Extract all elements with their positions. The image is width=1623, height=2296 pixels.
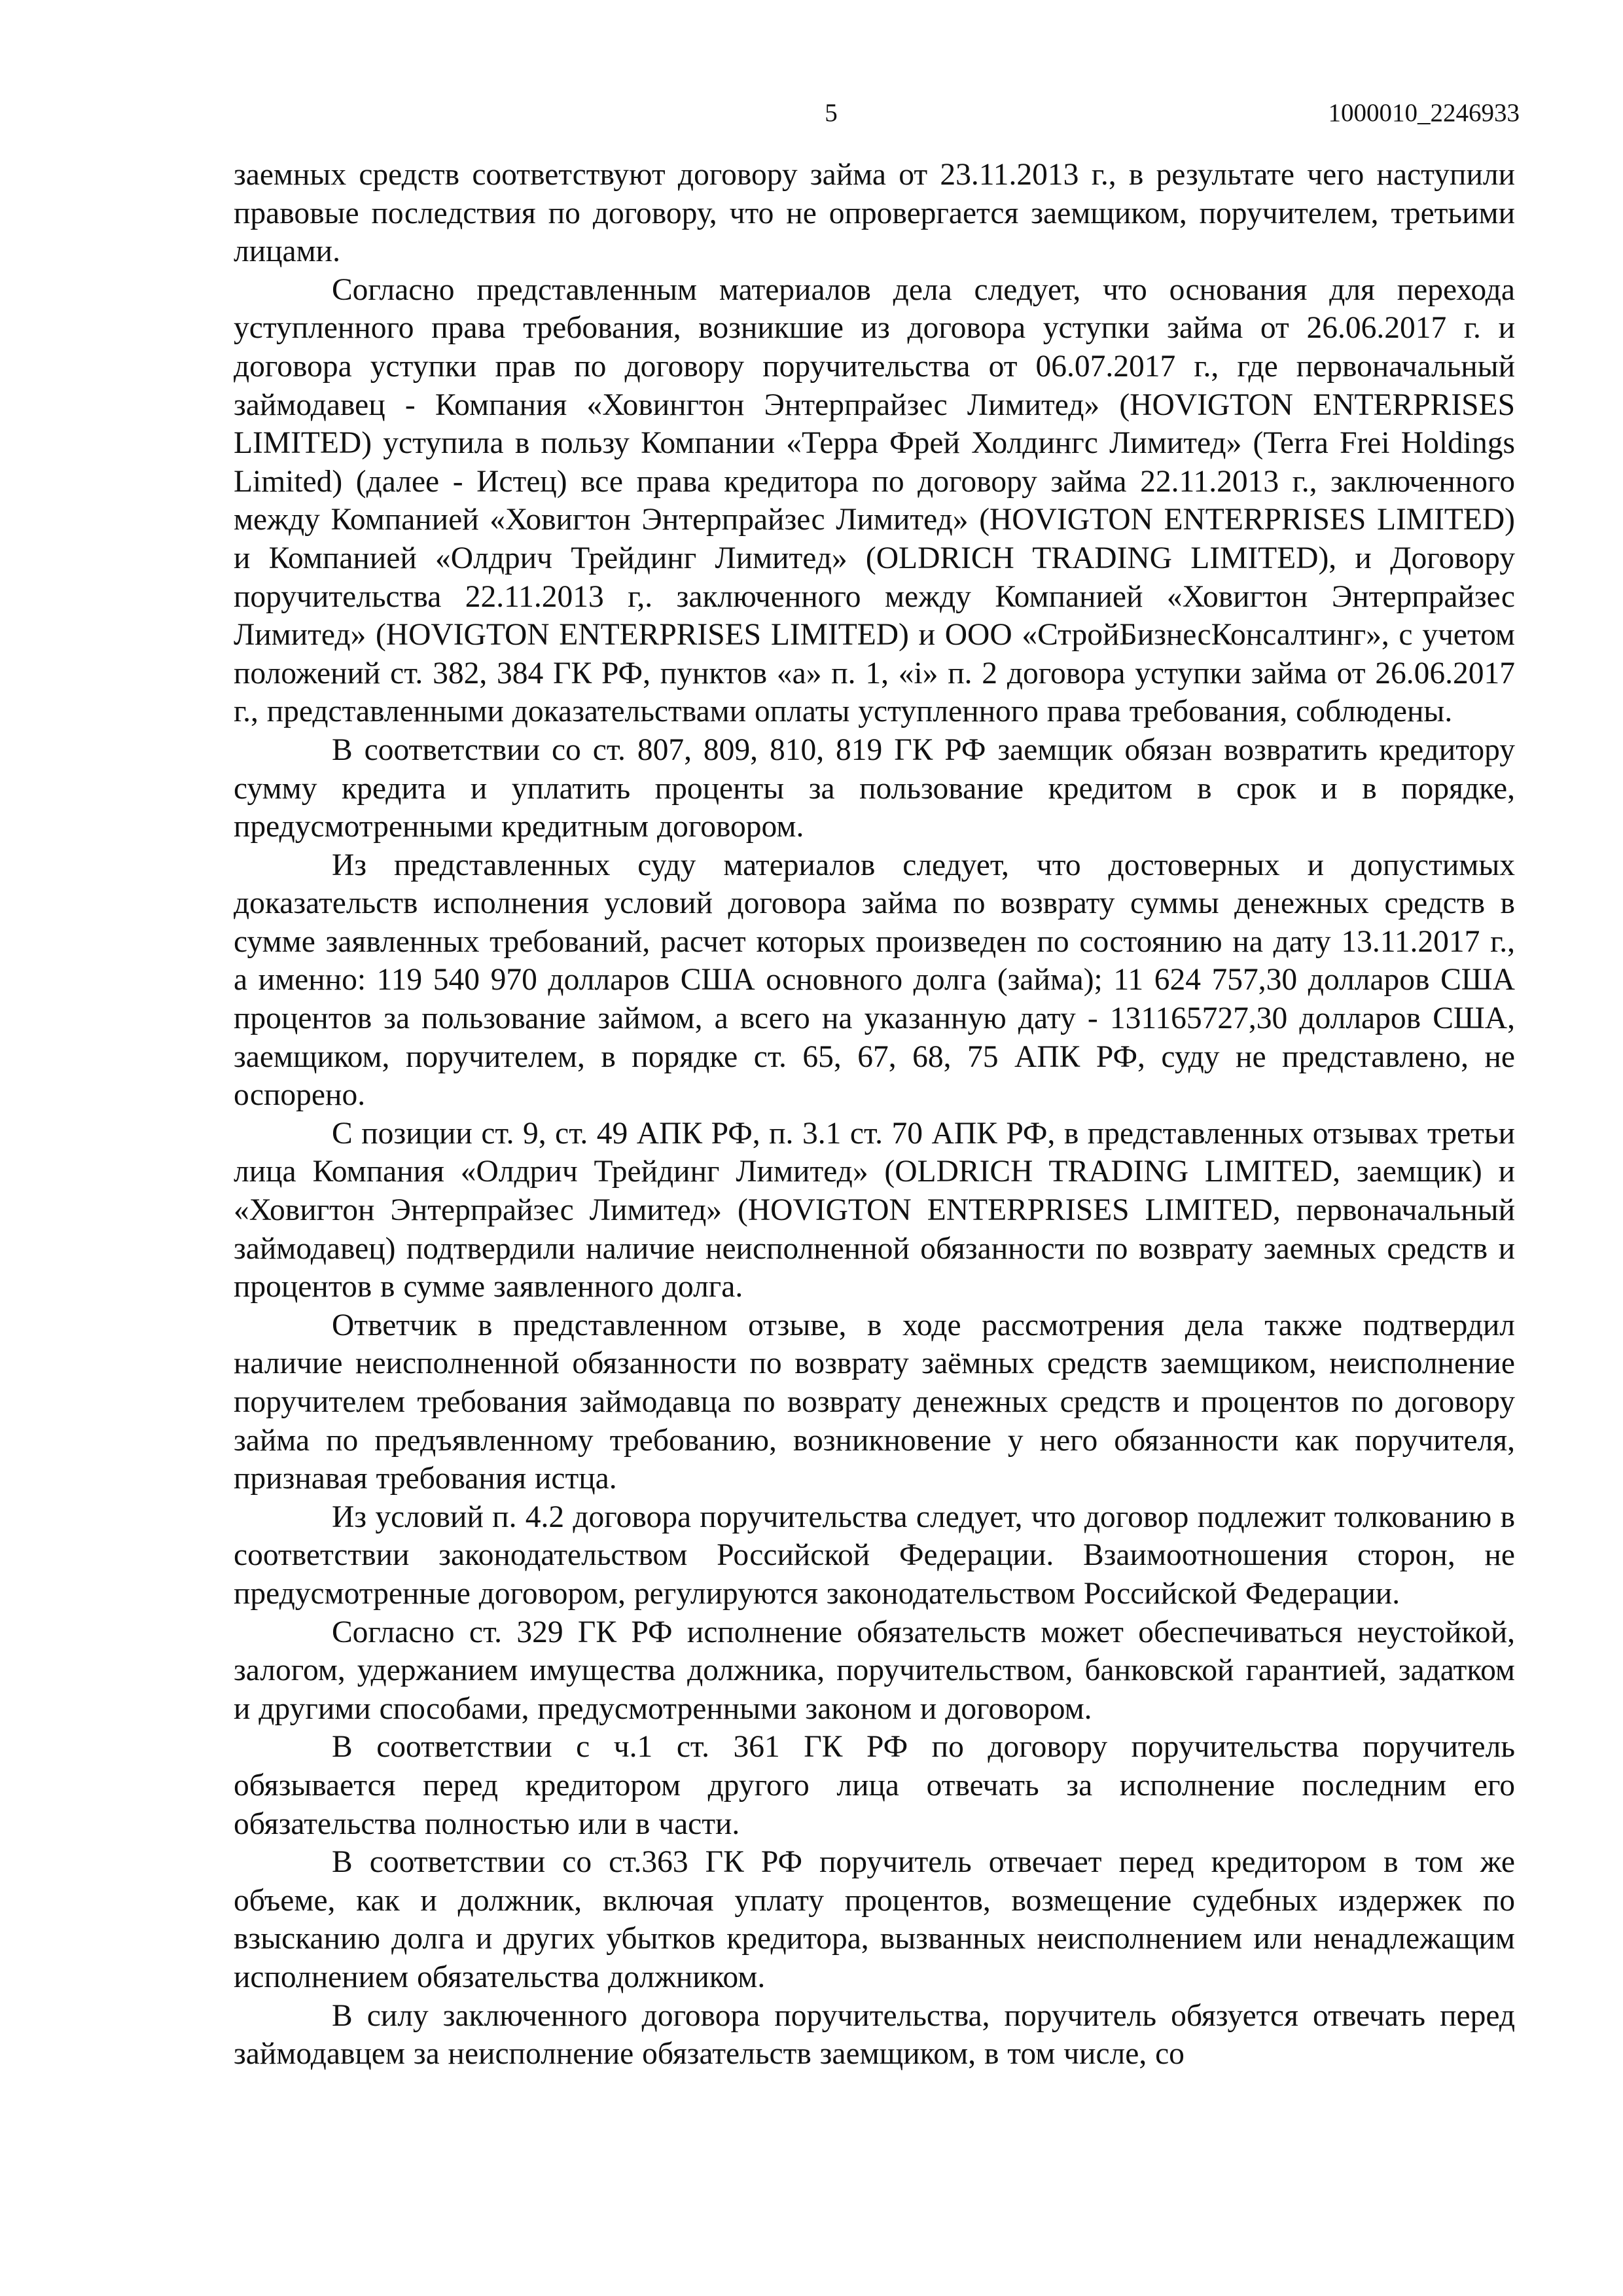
paragraph: В соответствии с ч.1 ст. 361 ГК РФ по договору поручительства поручитель обязывается перед кредитором другого лица отвечать за исполнение последним его обязательства полностью или в части. [234, 1730, 1515, 1841]
paragraph: заемных средств соответствуют договору займа от 23.11.2013 г., в результате чего наступили правовые последствия по договору, что не опровергается заемщиком, поручителем, третьими лицами. [234, 158, 1515, 269]
paragraph: Из представленных суду материалов следует, что достоверных и допустимых доказательств исполнения условий договора займа по возврату суммы денежных средств в сумме заявленных требований, расчет которых произведен по состоянию на дату 13.11.2017 г., а именно: 119 540 970 долларов США основного долга (займа); 11 624 757,30 долларов США процентов за пользование займом, а всего на указанную дату - 131165727,30 долларов США, заемщиком, поручителем, в порядке ст. 65, 67, 68, 75 АПК РФ, суду не представлено, не оспорено. [234, 848, 1515, 1113]
paragraph: В соответствии со ст.363 ГК РФ поручитель отвечает перед кредитором в том же объеме, как и должник, включая уплату процентов, возмещение судебных издержек по взысканию долга и других убытков кредитора, вызванных неисполнением или ненадлежащим исполнением обязательства должником. [234, 1845, 1515, 1994]
paragraph: Ответчик в представленном отзыве, в ходе рассмотрения дела также подтвердил наличие неисполненной обязанности по возврату заёмных средств заемщиком, неисполнение поручителем требования займодавца по возврату денежных средств и процентов по договору займа по предъявленному требованию, возникновение у него обязанности как поручителя, признавая требования истца. [234, 1308, 1515, 1496]
paragraph: Из условий п. 4.2 договора поручительства следует, что договор подлежит толкованию в соответствии законодательством Российской Федерации. Взаимоотношения сторон, не предусмотренные договором, регулируются законодательством Российской Федерации. [234, 1499, 1515, 1611]
paragraph: Согласно представленным материалов дела следует, что основания для перехода уступленного права требования, возникшие из договора уступки займа от 26.06.2017 г. и договора уступки прав по договору поручительства от 06.07.2017 г., где первоначальный займодавец - Компания «Ховингтон Энтерпрайзес Лимитед» (HOVIGTON ENTERPRISES LIMITED) уступила в пользу Компании «Терра Фрей Холдингс Лимитед» (Terra Frei Holdings Limited) (далее - Истец) все права кредитора по договору займа 22.11.2013 г., заключенного между Компанией «Ховигтон Энтерпрайзес Лимитед» (HOVIGTON ENTERPRISES LIMITED) и Компанией «Олдрич Трейдинг Лимитед» (OLDRICH TRADING LIMITED), и Договору поручительства 22.11.2013 г,. заключенного между Компанией «Ховигтон Энтерпрайзес Лимитед» (HOVIGTON ENTERPRISES LIMITED) и ООО «СтройБизнесКонсалтинг», с учетом положений ст. 382, 384 ГК РФ, пунктов «а» п. 1, «i» п. 2 договора уступки займа от 26.06.2017 г., представленными доказательствами оплаты уступленного права требования, соблюдены. [234, 272, 1515, 729]
document-id: 1000010_2246933 [1328, 99, 1520, 127]
document-body [234, 156, 1515, 2073]
page-number: 5 [825, 99, 838, 127]
paragraph: В силу заключенного договора поручительства, поручитель обязуется отвечать перед займодавцем за неисполнение обязательств заемщиком, в том числе, со [234, 1998, 1515, 2072]
paragraph: С позиции ст. 9, ст. 49 АПК РФ, п. 3.1 ст. 70 АПК РФ, в представленных отзывах третьи лица Компания «Олдрич Трейдинг Лимитед» (OLDRICH TRADING LIMITED, заемщик) и «Ховигтон Энтерпрайзес Лимитед» (HOVIGTON ENTERPRISES LIMITED, первоначальный займодавец) подтвердили наличие неисполненной обязанности по возврату заемных средств и процентов в сумме заявленного долга. [234, 1116, 1515, 1304]
paragraph: Согласно ст. 329 ГК РФ исполнение обязательств может обеспечиваться неустойкой, залогом, удержанием имущества должника, поручительством, банковской гарантией, задатком и другими способами, предусмотренными законом и договором. [234, 1615, 1515, 1726]
paragraph: В соответствии со ст. 807, 809, 810, 819 ГК РФ заемщик обязан возвратить кредитору сумму кредита и уплатить проценты за пользование кредитом в срок и в порядке, предусмотренными кредитным договором. [234, 732, 1515, 844]
